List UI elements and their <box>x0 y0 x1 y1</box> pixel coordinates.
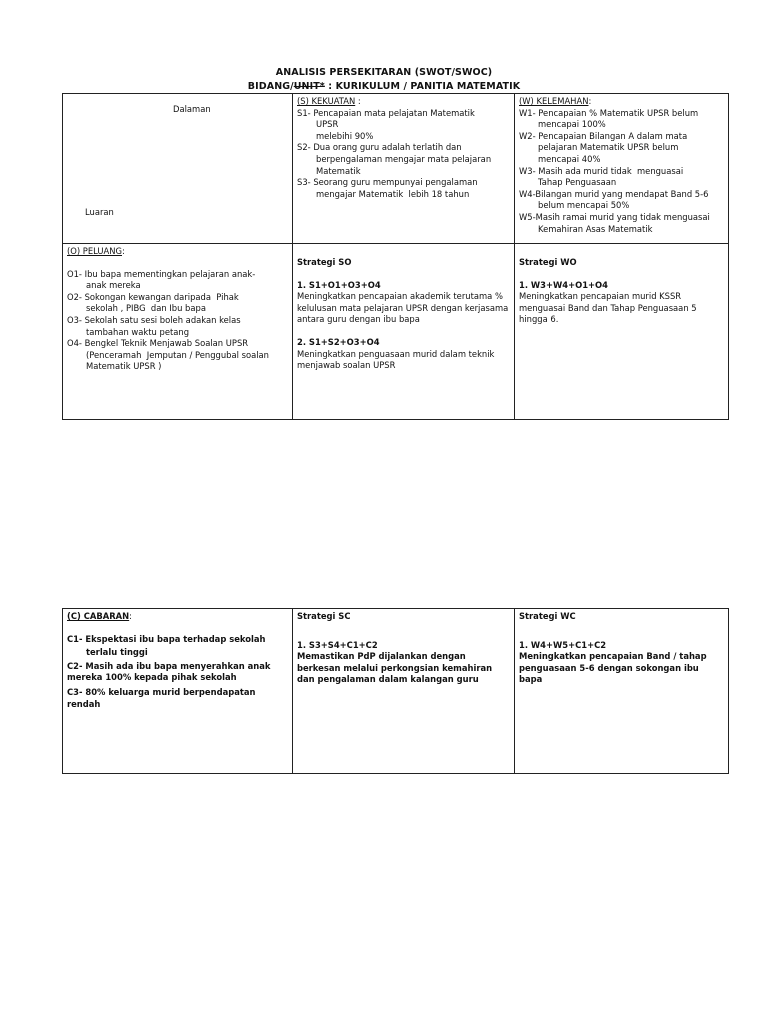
table-row <box>63 609 729 774</box>
kelemahan-item: W3- Masih ada murid tidak menguasai <box>519 165 684 176</box>
peluang-item: O3- Sekolah satu sesi boleh adakan kelas <box>67 314 241 325</box>
peluang-suffix: : <box>122 246 125 256</box>
cabaran-suffix: : <box>129 611 132 621</box>
strategi-so-text-1: Meningkatkan pencapaian akademik terutama % kelulusan mata pelajaran UPSR dengan kerjasama antara guru dengan ibu bapa <box>297 291 509 325</box>
peluang-item: tambahan waktu petang <box>86 326 190 337</box>
kekuatan-item: Matematik <box>316 165 361 176</box>
subtitle-struck-text: UNIT* <box>293 81 325 92</box>
kelemahan-item: W2- Pencapaian Bilangan A dalam mata <box>519 130 688 141</box>
peluang-item: O4- Bengkel Teknik Menjawab Soalan UPSR <box>67 338 249 349</box>
strategi-so-cell <box>293 244 515 420</box>
kekuatan-item: S2- Dua orang guru adalah terlatih dan <box>297 142 462 153</box>
document-subtitle <box>0 81 768 92</box>
kelemahan-heading: (W) KELEMAHAN <box>519 96 589 106</box>
document-title: ANALISIS PERSEKITARAN (SWOT/SWOC) <box>275 67 493 78</box>
kekuatan-item: mengajar Matematik lebih 18 tahun <box>316 188 470 199</box>
cabaran-item-c3: C3- 80% keluarga murid berpendapatan rendah <box>67 686 256 709</box>
strategi-so-code-2: 2. S1+S2+O3+O4 <box>297 336 380 347</box>
luaran-label: Luaran <box>85 207 114 217</box>
peluang-item: O2- Sokongan kewangan daripada Pihak <box>67 291 239 302</box>
strategi-wc-cell <box>515 609 729 774</box>
kelemahan-item: W5-Masih ramai murid yang tidak menguasai <box>519 211 710 222</box>
kelemahan-item: W4-Bilangan murid yang mendapat Band 5-6 <box>519 188 709 199</box>
kelemahan-item: pelajaran Matematik UPSR belum <box>538 142 679 153</box>
kelemahan-item: mencapai 40% <box>538 153 601 164</box>
strategi-wc-code-1: 1. W4+W5+C1+C2 <box>519 639 607 650</box>
dalaman-label: Dalaman <box>173 104 211 114</box>
peluang-cell <box>63 244 293 420</box>
kekuatan-heading: (S) KEKUATAN <box>297 96 356 106</box>
kekuatan-item: melebihi 90% <box>316 130 374 141</box>
strategi-wc-heading: Strategi WC <box>519 611 576 621</box>
cabaran-cell <box>63 609 293 774</box>
kelemahan-item: Tahap Penguasaan <box>538 177 617 188</box>
kekuatan-item: S1- Pencapaian mata pelajatan Matematik <box>297 107 475 118</box>
kekuatan-item: UPSR <box>316 119 339 130</box>
cabaran-item-c1-cont: terlalu tinggi <box>86 647 148 658</box>
kekuatan-cell <box>293 94 515 244</box>
strategi-wo-text-1: Meningkatkan pencapaian murid KSSR menguasai Band dan Tahap Penguasaan 5 hingga 6. <box>519 291 697 325</box>
peluang-item: (Penceramah Jemputan / Penggubal soalan <box>86 349 269 360</box>
strategi-sc-text-1: Memastikan PdP dijalankan dengan berkesan melalui perkongsian kemahiran dan pengalaman dalam kalangan guru <box>297 651 493 685</box>
strategi-so-code-1: 1. S1+O1+O3+O4 <box>297 279 381 290</box>
strategi-wc-text-1: Meningkatkan pencapaian Band / tahap penguasaan 5-6 dengan sokongan ibu bapa <box>519 651 707 685</box>
kelemahan-item: Kemahiran Asas Matematik <box>538 223 653 234</box>
peluang-item: anak mereka <box>86 280 141 291</box>
swot-table <box>62 93 729 420</box>
kekuatan-item: berpengalaman mengajar mata pelajaran <box>316 153 492 164</box>
peluang-item: Matematik UPSR ) <box>86 361 162 372</box>
cabaran-heading: (C) CABARAN <box>67 611 130 621</box>
kelemahan-cell <box>515 94 729 244</box>
subtitle-rest: : KURIKULUM / PANITIA MATEMATIK <box>324 81 521 92</box>
strategi-sc-heading: Strategi SC <box>297 611 351 621</box>
table-row <box>63 244 729 420</box>
kelemahan-item: W1- Pencapaian % Matematik UPSR belum <box>519 107 699 118</box>
strategi-sc-code-1: 1. S3+S4+C1+C2 <box>297 639 378 650</box>
peluang-item: sekolah , PIBG dan Ibu bapa <box>86 303 206 314</box>
strategi-so-heading: Strategi SO <box>297 257 352 267</box>
strategi-so-text-2: Meningkatkan penguasaan murid dalam teknik menjawab soalan UPSR <box>297 348 495 371</box>
cabaran-table <box>62 608 729 774</box>
kekuatan-suffix: : <box>355 96 361 106</box>
strategi-wo-cell <box>515 244 729 420</box>
cabaran-item-c2: C2- Masih ada ibu bapa menyerahkan anak mereka 100% kepada pihak sekolah <box>67 660 271 683</box>
strategi-sc-cell <box>293 609 515 774</box>
corner-cell <box>63 94 293 244</box>
peluang-heading: (O) PELUANG <box>67 246 122 256</box>
subtitle-prefix: BIDANG/ <box>247 81 294 92</box>
peluang-item: O1- Ibu bapa mementingkan pelajaran anak- <box>67 268 256 279</box>
kelemahan-suffix: : <box>588 96 592 106</box>
kelemahan-item: belum mencapai 50% <box>538 200 630 211</box>
cabaran-item-c1: C1- Ekspektasi ibu bapa terhadap sekolah <box>67 633 266 644</box>
strategi-wo-heading: Strategi WO <box>519 257 577 267</box>
kekuatan-item: S3- Seorang guru mempunyai pengalaman <box>297 177 478 188</box>
strategi-wo-code-1: 1. W3+W4+O1+O4 <box>519 279 609 290</box>
kelemahan-item: mencapai 100% <box>538 119 606 130</box>
table-row <box>63 94 729 244</box>
